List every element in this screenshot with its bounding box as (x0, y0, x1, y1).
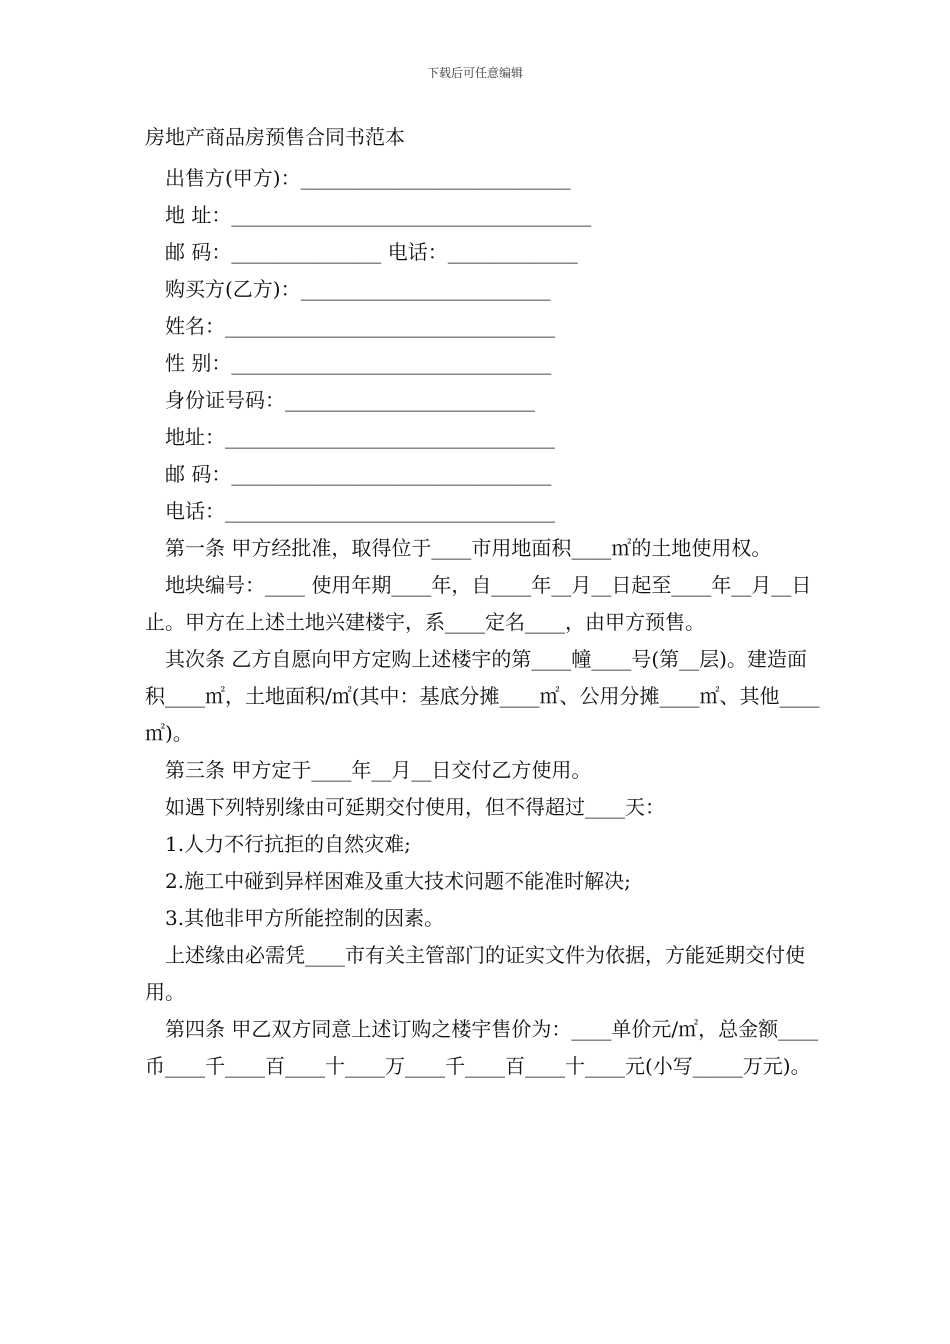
buyer-address-field: 地址：_________________________________ (165, 425, 555, 449)
delay-paragraph: 如遇下列特别缘由可延期交付使用，但不得超过____天： (165, 795, 665, 819)
seller-address-field: 地 址：____________________________________ (165, 203, 592, 227)
plot-paragraph: 地块编号：____ 使用年期____年，自____年__月__日起至____年__月__日止。甲方在上述土地兴建楼宇，系____定名____，由甲方预售。 (145, 573, 812, 634)
seller-postcode-phone-field: 邮 码：_______________ 电话：_____________ (165, 240, 578, 264)
delay-reason-2: 2.施工中碰到异样困难及重大技术问题不能准时解决; (165, 869, 631, 893)
buyer-field: 购买方(乙方)：_________________________ (165, 277, 551, 301)
buyer-phone-field: 电话：_________________________________ (165, 499, 555, 523)
buyer-id-field: 身份证号码：_________________________ (165, 388, 535, 412)
evidence-paragraph: 上述缘由必需凭____市有关主管部门的证实文件为依据，方能延期交付使用。 (145, 943, 805, 1004)
buyer-name-field: 姓名：_________________________________ (165, 314, 555, 338)
buyer-postcode-field: 邮 码：________________________________ (165, 462, 552, 486)
delay-reason-3: 3.其他非甲方所能控制的因素。 (165, 906, 445, 930)
page-header: 下载后可任意编辑 (426, 66, 523, 80)
article-3: 第三条 甲方定于____年__月__日交付乙方使用。 (165, 758, 592, 782)
contract-document (145, 124, 825, 1085)
article-2: 其次条 乙方自愿向甲方定购上述楼宇的第____幢____号(第__层)。建造面积____㎡，土地面积/㎡(其中：基底分摊____㎡、公用分摊____㎡、其他____㎡)。 (145, 647, 820, 745)
buyer-gender-field: 性 别：________________________________ (165, 351, 552, 375)
delay-reason-1: 1.人力不行抗拒的自然灾难; (165, 832, 411, 856)
seller-field: 出售方(甲方)：___________________________ (165, 166, 571, 190)
article-1: 第一条 甲方经批准，取得位于____市用地面积____㎡的土地使用权。 (165, 536, 772, 560)
article-4: 第四条 甲乙双方同意上述订购之楼宇售价为：____单价元/㎡，总金额____币____千____百____十____万____千____百____十____元(小写_____万元)。 (145, 1017, 819, 1078)
document-title: 房地产商品房预售合同书范本 (145, 125, 405, 149)
